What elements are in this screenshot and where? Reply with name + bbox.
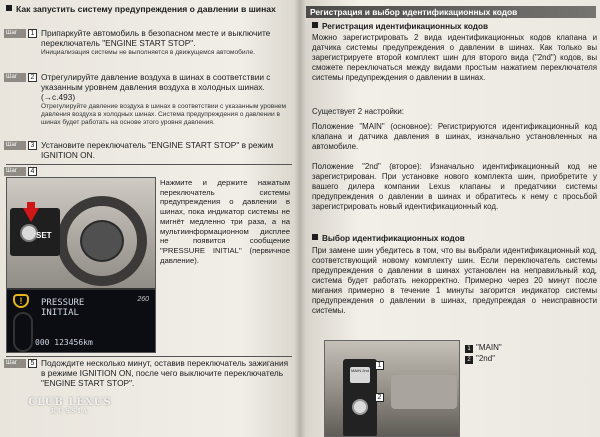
set-label: SET <box>36 231 52 240</box>
section-2-paragraph: При замене шин убедитесь в том, что вы выбрали идентификационный код, соответствующий новому комплекту шин. Если переключатель системы предупреждения о давлении в шинах установлен на неправильный код, система будет работать некорректно. Примерно через 20 минут после мигания примерно в течение 1 минуты загорится индикатор системы предупреждения о давлении в шинах, предупреждая о неисправности системы. <box>312 246 597 315</box>
steering-hub <box>80 220 124 262</box>
section-1-title <box>312 22 488 32</box>
left-heading-text: Как запустить систему предупреждения о давлении в шинах <box>16 4 276 14</box>
left-heading <box>6 4 291 14</box>
club-lexus-watermark <box>22 397 118 415</box>
step-1 <box>4 28 294 57</box>
step-number: 2 <box>28 73 37 82</box>
gauge-ring <box>13 312 33 352</box>
watermark-line-1: CLUB LEXUS <box>28 397 112 408</box>
switch-panel <box>343 359 377 437</box>
step-tag: Шаг <box>4 73 26 82</box>
main-2nd-selector: MAIN 2nd <box>350 367 370 383</box>
step-5 <box>4 358 294 388</box>
tpms-warning-icon: ! <box>13 294 29 308</box>
step-number: 1 <box>28 29 37 38</box>
step-tag: Шаг <box>4 29 26 38</box>
right-page <box>302 0 600 437</box>
section-bullet-icon <box>312 22 318 28</box>
steering-photo <box>6 177 156 353</box>
press-arrow-icon <box>23 208 39 222</box>
legend-number: 2 <box>465 356 473 364</box>
step-number: 5 <box>28 359 37 368</box>
step-2 <box>4 72 294 127</box>
legend-number: 1 <box>465 345 473 353</box>
display-message <box>41 298 84 318</box>
step-3 <box>4 140 294 160</box>
display-line-1: PRESSURE <box>41 298 85 308</box>
divider <box>6 356 292 357</box>
legend-label: "2nd" <box>476 354 496 363</box>
section-1-paragraph-1: Можно зарегистрировать 2 вида идентификационных кодов клапана и датчика системы предупреждения о давлении в шинах. Как только вы зарегистрируете второй комплект шин для второго вида ("2nd") кодов, вы сможете переключаться между видами простым нажатием переключателя системы предупреждения о давлении в шинах. <box>312 33 597 82</box>
step-text: Отрегулируйте давление воздуха в шинах в соответствии с указанным уровнем давления воздуха в холодных шинах. (→с.493) <box>41 72 271 102</box>
switch-illustration <box>324 340 460 437</box>
set-switch-inset <box>10 208 60 256</box>
left-page <box>0 0 298 437</box>
step-text: Установите переключатель "ENGINE START STOP" в режим IGNITION ON. <box>41 140 274 160</box>
step-4-text: Нажмите и держите нажатым переключатель системы предупреждения о давлении в шинах, пока индикатор системы не мигнёт медленно три раза, а на мультиинформационном дисплее не появится сообщение "PRESSURE INITIAL" (первичное давление). <box>160 178 290 265</box>
odometer: 000 123456km <box>35 338 93 347</box>
legend-item-main <box>465 343 502 353</box>
step-note: Отрегулируйте давление воздуха в шинах в соответствии с указанным уровнем давления воздуха в холодных шинах. Система предупреждения о давлении в шинах будет работать на основе этого уровня давления. <box>41 103 287 126</box>
watermark-line-2: RUSSIA <box>50 408 90 415</box>
dashboard-area <box>391 375 457 409</box>
step-number: 3 <box>28 141 37 150</box>
heading-bullet-icon <box>6 5 12 11</box>
step-note: Инициализация системы не выполняется в движущемся автомобиле. <box>41 49 255 56</box>
step-text: Припаркуйте автомобиль в безопасном месте и выключите переключатель "ENGINE START STOP". <box>41 28 271 48</box>
section-2-title-text: Выбор идентификационных кодов <box>322 234 465 243</box>
step-number: 4 <box>28 167 37 176</box>
legend-label: "MAIN" <box>476 343 502 352</box>
step-text: Подождите несколько минут, оставив переключатель зажигания в режиме IGNITION ON, после чего выключите переключатель "ENGINE START STOP". <box>41 358 289 388</box>
step-tag: Шаг <box>4 359 26 368</box>
multi-info-display <box>7 288 156 353</box>
callout-1: 1 <box>375 361 384 370</box>
section-bullet-icon <box>312 234 318 240</box>
section-1-paragraph-4: Положение "2nd" (второе): Изначально идентификационный код не зарегистрирован. При установке нового комплекта шин, приобретите у вашего дилера компании Lexus клапаны и предатчики системы предупреждения о давлении в шинах и обратитесь к нему с просьбой зарегистрировать новый идентификационный код. <box>312 162 597 211</box>
divider <box>6 164 292 165</box>
callout-2: 2 <box>375 393 384 402</box>
step-tag: Шаг <box>4 167 26 176</box>
section-2-title <box>312 234 465 244</box>
section-1-paragraph-3: Положение "MAIN" (основное): Регистрируются идентификационный код клапана и датчика давления в шинах, изначально установленных на автомобиле. <box>312 122 597 151</box>
section-1-title-text: Регистрация идентификационных кодов <box>322 22 489 31</box>
legend-item-2nd <box>465 354 495 364</box>
tpms-switch <box>352 399 368 415</box>
step-tag: Шаг <box>4 141 26 150</box>
section-1-paragraph-2: Существует 2 настройки: <box>312 107 404 116</box>
speed-mark: 260 <box>137 296 149 303</box>
display-line-2: INITIAL <box>41 308 79 318</box>
right-heading: Регистрация и выбор идентификационных кодов <box>306 6 596 18</box>
